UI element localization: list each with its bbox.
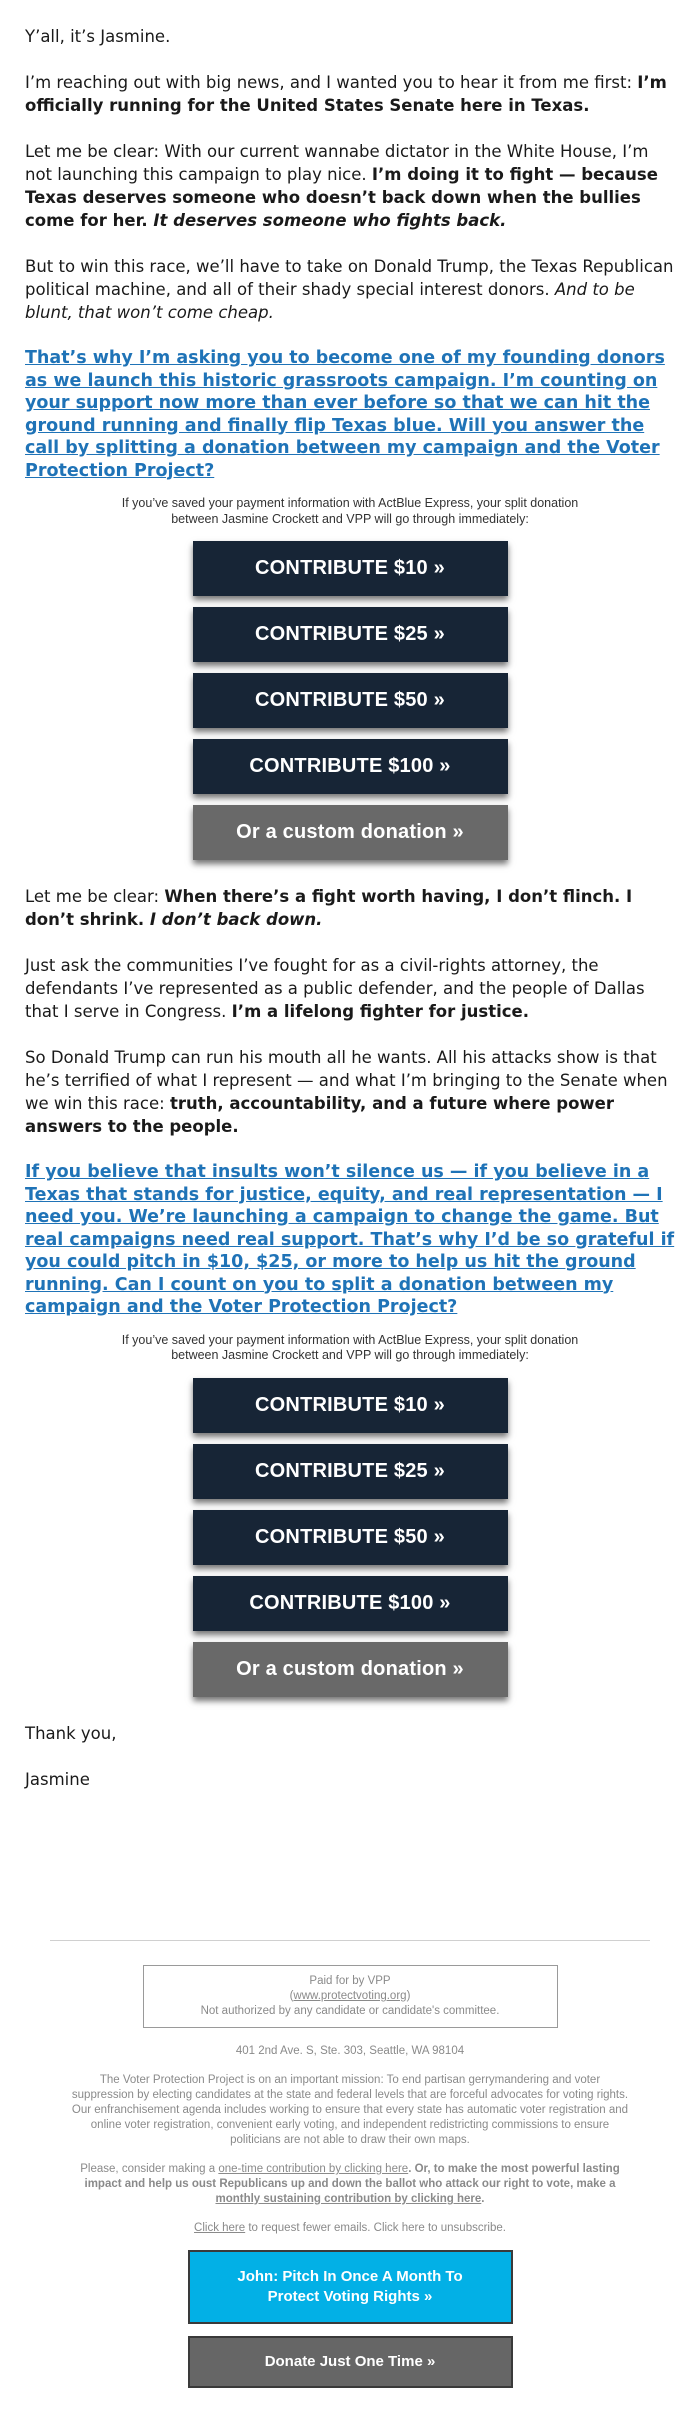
greeting: Y’all, it’s Jasmine. — [25, 27, 171, 46]
signature: Jasmine — [25, 1769, 90, 1789]
paid-for-box: Paid for by VPP (www.protectvoting.org) Not authorized by any candidate or candidate's committee. — [143, 1965, 558, 2028]
contribute-25-button[interactable]: CONTRIBUTE $25 » — [193, 1444, 508, 1499]
paragraph-announcement: I’m reaching out with big news, and I wanted you to hear it from me first: I’m officially running for the United States Senate here in Texas. — [25, 73, 667, 115]
unsubscribe-line: Click here to request fewer emails. Click here to unsubscribe. — [194, 2222, 506, 2234]
one-time-donation-button[interactable]: Donate Just One Time » — [188, 2336, 513, 2388]
monthly-donation-button[interactable]: John: Pitch In Once A Month To Protect Voting Rights » — [188, 2250, 513, 2324]
contribute-50-button[interactable]: CONTRIBUTE $50 » — [193, 673, 508, 728]
one-time-contribution-link[interactable]: one-time contribution by clicking here — [218, 2163, 409, 2175]
paragraph-fight: Let me be clear: With our current wannabe dictator in the White House, I’m not launching this campaign to play nice. I’m doing it to fight — because Texas deserves someone who doesn’t back down when the bullies come for her. It deserves someone who fights back. — [25, 142, 658, 230]
actblue-express-note-2: If you’ve saved your payment information with ActBlue Express, your split donation between Jasmine Crockett and VPP will go through immediately: — [121, 1332, 579, 1362]
paragraph-trump-attacks: So Donald Trump can run his mouth all he wants. All his attacks show is that he’s terrified of what I represent — and what I’m bringing to the Senate when we win this race: truth, accountability, and a future where power answers to the people. — [25, 1048, 668, 1136]
contribute-100-button[interactable]: CONTRIBUTE $100 » — [193, 739, 508, 794]
footer-divider — [50, 1940, 650, 1941]
paragraph-opponents: But to win this race, we’ll have to take on Donald Trump, the Texas Republican political machine, and all of their shady special interest donors. And to be blunt, that won’t come cheap. — [25, 257, 674, 322]
vpp-website-link[interactable]: www.protectvoting.org — [293, 1990, 407, 2002]
donation-ask-link-1[interactable]: That’s why I’m asking you to become one of my founding donors as we launch this historic grassroots campaign. I’m counting on your support now more than ever before so that we can hit the ground running and finally flip Texas blue. Will you answer the call by splitting a donation between my campaign and the Voter Protection Project? — [25, 348, 665, 481]
donation-ask-link-2[interactable]: If you believe that insults won’t silence us — if you believe in a Texas that stands for justice, equity, and real representation — I need you. We’re launching a campaign to change the game. But real campaigns need real support. That’s why I’d be so grateful if you could pitch in $10, $25, or more to help us hit the ground running. Can I count on you to split a donation between my campaign and the Voter Protection Project? — [25, 1162, 675, 1317]
mission-statement: The Voter Protection Project is on an important mission: To end partisan gerrymandering and voter suppression by electing candidates at the state and federal levels that are forceful advocates for voting rights. Our enfranchisement agenda includes working to ensure that every state has automatic voter registration and online voter registration, convenient early voting, and independent redistricting commissions to ensure politicians are not able to draw their own maps. — [71, 2074, 629, 2146]
contribute-25-button[interactable]: CONTRIBUTE $25 » — [193, 607, 508, 662]
footer-buttons — [70, 2250, 630, 2388]
custom-donation-button[interactable]: Or a custom donation » — [193, 805, 508, 860]
fewer-emails-link[interactable]: Click here — [194, 2222, 246, 2234]
paragraph-no-flinch: Let me be clear: When there’s a fight worth having, I don’t flinch. I don’t shrink. I don’t back down. — [25, 887, 633, 929]
donation-buttons-1 — [25, 541, 675, 871]
contribute-10-button[interactable]: CONTRIBUTE $10 » — [193, 541, 508, 596]
footer — [70, 1965, 630, 2388]
custom-donation-button[interactable]: Or a custom donation » — [193, 1642, 508, 1697]
closing: Thank you, — [25, 1723, 117, 1743]
donation-buttons-2 — [25, 1378, 675, 1708]
disclaimer-text: Not authorized by any candidate or candidate's committee. — [200, 2005, 500, 2017]
contribution-options: Please, consider making a one-time contribution by clicking here. Or, to make the most powerful lasting impact and help us oust Republicans up and down the ballot who attack our right to vote, make a monthly sustaining contribution by clicking here. — [80, 2163, 620, 2205]
contribute-50-button[interactable]: CONTRIBUTE $50 » — [193, 1510, 508, 1565]
contribute-10-button[interactable]: CONTRIBUTE $10 » — [193, 1378, 508, 1433]
paid-by-text: Paid for by VPP — [309, 1975, 391, 1987]
paragraph-background: Just ask the communities I’ve fought for as a civil-rights attorney, the defendants I’ve represented as a public defender, and the people of Dallas that I serve in Congress. I’m a lifelong fighter for justice. — [25, 956, 645, 1021]
actblue-express-note-1: If you’ve saved your payment information with ActBlue Express, your split donation between Jasmine Crockett and VPP will go through immediately: — [121, 496, 579, 526]
monthly-contribution-link[interactable]: monthly sustaining contribution by clicking here — [215, 2193, 482, 2205]
mailing-address: 401 2nd Ave. S, Ste. 303, Seattle, WA 98104 — [235, 2045, 465, 2057]
contribute-100-button[interactable]: CONTRIBUTE $100 » — [193, 1576, 508, 1631]
